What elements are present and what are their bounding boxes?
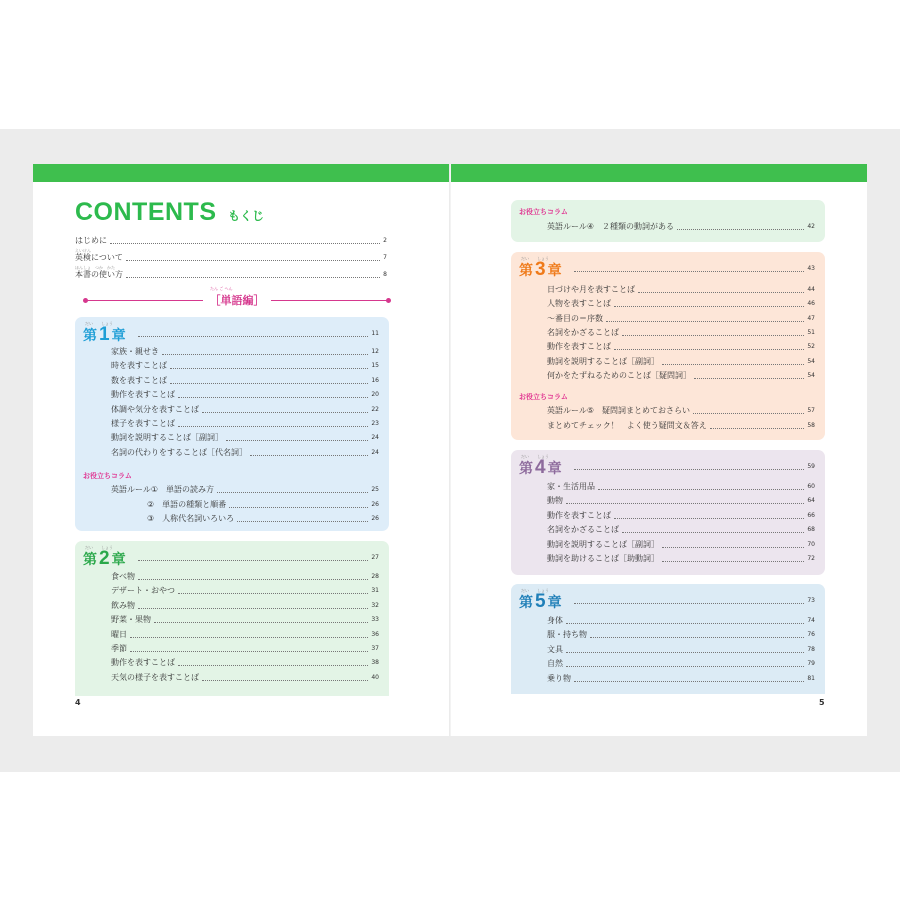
- toc-item[interactable]: [111, 572, 379, 582]
- dot-leader: [178, 397, 368, 398]
- section-ruby: たん ご へん: [210, 286, 233, 291]
- toc-item[interactable]: [547, 371, 815, 381]
- toc-page: 44: [807, 286, 815, 293]
- toc-label: 動作を表すことば: [547, 342, 611, 352]
- dot-leader: [130, 637, 368, 638]
- toc-page: 2: [383, 237, 387, 244]
- toc-item[interactable]: [547, 674, 815, 684]
- chapter-5-heading[interactable]: 第 5 章: [519, 591, 562, 612]
- toc-page: 60: [807, 483, 815, 490]
- page-title: CONTENTS: [75, 198, 217, 226]
- dot-leader: [110, 243, 380, 244]
- toc-item[interactable]: [547, 525, 815, 535]
- dot-leader: [202, 680, 368, 681]
- toc-row-intro[interactable]: [75, 236, 387, 246]
- dot-leader: [566, 652, 804, 653]
- toc-page: 73: [807, 597, 815, 604]
- toc-item[interactable]: [111, 347, 379, 357]
- toc-item[interactable]: [111, 644, 379, 654]
- toc-page: 8: [383, 271, 387, 278]
- ruby-text: ほんしょ つか かた: [75, 265, 115, 270]
- toc-label: 動詞を説明することば［副詞］: [547, 356, 659, 366]
- dot-leader: [126, 277, 380, 278]
- toc-item[interactable]: [111, 433, 379, 443]
- toc-label: 動詞を助けることば［助動詞］: [547, 554, 659, 563]
- page-title-sub: もくじ: [228, 209, 265, 223]
- column-label: お役立ちコラム: [83, 472, 132, 480]
- dot-leader: [170, 383, 368, 384]
- toc-page: 81: [807, 674, 815, 682]
- toc-label: 英検について: [75, 253, 123, 262]
- toc-label: ～番目の＝序数: [547, 313, 603, 323]
- toc-item[interactable]: [111, 658, 379, 668]
- toc-page: 54: [807, 357, 815, 365]
- toc-page: 11: [371, 330, 379, 337]
- section-title: ［単語編］: [203, 292, 271, 308]
- toc-page: 15: [371, 362, 379, 370]
- dot-leader: [226, 440, 368, 441]
- toc-page: 78: [807, 645, 815, 653]
- toc-item[interactable]: [547, 645, 815, 655]
- toc-item[interactable]: [547, 511, 815, 521]
- dot-leader: [574, 271, 804, 272]
- ruby-text: だい しょう: [521, 588, 549, 593]
- dot-leader: [566, 623, 804, 624]
- toc-row-eiken[interactable]: [75, 253, 387, 263]
- toc-page: 37: [371, 645, 379, 652]
- dot-leader: [178, 593, 368, 594]
- toc-label: 名詞の代わりをすることば［代名詞］: [111, 447, 247, 457]
- chapter-1-box: [75, 317, 389, 531]
- toc-page: 46: [807, 300, 815, 308]
- toc-item[interactable]: [547, 285, 815, 295]
- dot-leader: [694, 378, 804, 379]
- toc-page: 68: [807, 526, 815, 534]
- toc-item[interactable]: [547, 540, 815, 550]
- toc-page: 52: [807, 343, 815, 351]
- dot-leader: [662, 547, 804, 548]
- toc-label: 動作を表すことば: [547, 510, 611, 520]
- dot-leader: [566, 666, 804, 667]
- toc-label: 名詞をかざることば: [547, 327, 619, 337]
- dot-leader: [614, 349, 804, 350]
- toc-label: 曜日: [111, 629, 127, 639]
- toc-item[interactable]: [547, 314, 815, 324]
- toc-page: 23: [371, 420, 379, 427]
- toc-item[interactable]: [111, 361, 379, 371]
- section-dot-right: [386, 298, 391, 303]
- section-divider: [85, 287, 389, 309]
- toc-page: 24: [371, 448, 379, 456]
- page-number-right: 5: [819, 698, 825, 707]
- column-box-top: [511, 200, 825, 242]
- toc-label: 家族・親せき: [111, 347, 159, 356]
- dot-leader: [170, 368, 368, 369]
- toc-item[interactable]: [111, 376, 379, 386]
- dot-leader: [662, 561, 804, 562]
- toc-label: 食べ物: [111, 572, 135, 581]
- column-label: お役立ちコラム: [519, 208, 568, 216]
- toc-label: 天気の様子を表すことば: [111, 672, 199, 682]
- toc-label: 文具: [547, 644, 563, 654]
- dot-leader: [162, 354, 368, 355]
- ruby-text: だい しょう: [85, 321, 113, 326]
- dot-leader: [622, 532, 804, 533]
- toc-page: 70: [807, 540, 815, 548]
- toc-page: 40: [371, 673, 379, 681]
- dot-leader: [638, 292, 804, 293]
- toc-page: 43: [807, 265, 815, 272]
- chapter-3-heading[interactable]: 第 3 章: [519, 259, 562, 280]
- toc-item[interactable]: [111, 448, 379, 458]
- toc-label: 自然: [547, 659, 563, 669]
- toc-item[interactable]: [547, 554, 815, 564]
- toc-page: 64: [807, 497, 815, 505]
- toc-item[interactable]: [547, 659, 815, 669]
- toc-label: 時を表すことば: [111, 361, 167, 371]
- toc-page: 66: [807, 511, 815, 519]
- toc-item[interactable]: [547, 482, 815, 492]
- dot-leader: [138, 560, 368, 561]
- toc-item[interactable]: [547, 630, 815, 640]
- toc-item[interactable]: [547, 357, 815, 367]
- toc-page: 24: [371, 434, 379, 442]
- toc-page: 33: [371, 616, 379, 624]
- chapter-2-row[interactable]: [135, 553, 379, 563]
- book-spread: [33, 164, 867, 736]
- toc-label: 服・持ち物: [547, 630, 587, 640]
- toc-label: 家・生活用品: [547, 482, 595, 491]
- toc-label: 野菜・果物: [111, 615, 151, 625]
- toc-item[interactable]: [111, 405, 379, 415]
- toc-page: 38: [371, 659, 379, 667]
- toc-row-howto[interactable]: [75, 270, 387, 280]
- dot-leader: [138, 579, 368, 580]
- column-row[interactable]: 英語ルール⑤ 疑問詞まとめておさらい 57: [547, 406, 815, 415]
- toc-item[interactable]: [547, 496, 815, 506]
- chapter-5-box: [511, 584, 825, 694]
- toc-label: 動詞を説明することば［副詞］: [111, 433, 223, 443]
- column-row[interactable]: ② 単語の種類と順番 26: [147, 500, 379, 509]
- toc-page: 74: [807, 617, 815, 624]
- chapter-3-row[interactable]: [571, 264, 815, 274]
- toc-item[interactable]: [111, 615, 379, 625]
- toc-label: 動作を表すことば: [111, 658, 175, 668]
- toc-item[interactable]: [547, 616, 815, 626]
- chapter-1-row[interactable]: [135, 329, 379, 339]
- chapter-3-box: [511, 252, 825, 440]
- toc-label: 飲み物: [111, 600, 135, 610]
- dot-leader: [178, 665, 368, 666]
- toc-label: 日づけや月を表すことば: [547, 285, 635, 294]
- toc-page: 16: [371, 376, 379, 384]
- toc-page: 59: [807, 463, 815, 470]
- dot-leader: [622, 335, 804, 336]
- toc-item[interactable]: [547, 328, 815, 338]
- ruby-text: だい しょう: [85, 545, 113, 550]
- toc-label: 何かをたずねるためのことば［疑問詞］: [547, 370, 691, 380]
- toc-page: 51: [807, 328, 815, 336]
- column-label: お役立ちコラム: [519, 393, 568, 401]
- toc-label: 動物: [547, 496, 563, 506]
- chapter-4-row[interactable]: [571, 462, 815, 472]
- dot-leader: [574, 603, 804, 604]
- column-row[interactable]: 英語ルール① 単語の読み方 25: [111, 485, 379, 494]
- toc-page: 7: [383, 254, 387, 261]
- dot-leader: [126, 260, 380, 261]
- dot-leader: [202, 412, 368, 413]
- column-row[interactable]: ③ 人称代名詞いろいろ 26: [147, 514, 379, 523]
- dot-leader: [130, 651, 368, 652]
- column-row[interactable]: 英語ルール④ ２種類の動詞がある 42: [547, 222, 815, 231]
- dot-leader: [574, 681, 804, 682]
- dot-leader: [154, 622, 368, 623]
- toc-page: 12: [371, 348, 379, 355]
- dot-leader: [574, 469, 804, 470]
- chapter-1-heading[interactable]: 第 1 章: [83, 324, 126, 345]
- dot-leader: [178, 426, 368, 427]
- toc-page: 76: [807, 631, 815, 639]
- dot-leader: [614, 306, 804, 307]
- toc-page: 32: [371, 601, 379, 609]
- chapter-4-box: [511, 450, 825, 575]
- section-dot-left: [83, 298, 88, 303]
- toc-item[interactable]: [111, 390, 379, 400]
- toc-label: 数を表すことば: [111, 375, 167, 385]
- column-row[interactable]: まとめてチェック！ よく使う疑問文＆答え 58: [547, 421, 815, 430]
- page-number-left: 4: [75, 698, 81, 707]
- toc-page: 36: [371, 630, 379, 638]
- toc-page: 72: [807, 555, 815, 562]
- chapter-5-row[interactable]: [571, 596, 815, 606]
- ruby-text: だい しょう: [521, 256, 549, 261]
- ruby-text: えいけん: [75, 248, 91, 253]
- dot-leader: [138, 336, 368, 337]
- toc-page: 54: [807, 371, 815, 379]
- dot-leader: [566, 503, 804, 504]
- toc-label: 季節: [111, 644, 127, 653]
- toc-label: デザート・おやつ: [111, 586, 175, 596]
- toc-item[interactable]: [547, 342, 815, 352]
- toc-page: 27: [371, 554, 379, 561]
- toc-item[interactable]: [111, 419, 379, 429]
- toc-label: 様子を表すことば: [111, 419, 175, 428]
- dot-leader: [614, 518, 804, 519]
- toc-label: 動詞を説明することば［副詞］: [547, 539, 659, 549]
- toc-item[interactable]: [111, 586, 379, 596]
- dot-leader: [662, 364, 804, 365]
- toc-label: 動作を表すことば: [111, 390, 175, 400]
- dot-leader: [250, 455, 368, 456]
- toc-item[interactable]: [111, 673, 379, 683]
- dot-leader: [590, 637, 804, 638]
- dot-leader: [598, 489, 804, 490]
- toc-label: 乗り物: [547, 673, 571, 683]
- chapter-2-box: [75, 541, 389, 696]
- toc-label: 体調や気分を表すことば: [111, 404, 199, 414]
- toc-label: 身体: [547, 616, 563, 625]
- chapter-4-heading[interactable]: 第 4 章: [519, 457, 562, 478]
- toc-page: 20: [371, 391, 379, 399]
- dot-leader: [138, 608, 368, 609]
- dot-leader: [606, 321, 804, 322]
- toc-item[interactable]: [111, 630, 379, 640]
- toc-page: 22: [371, 405, 379, 413]
- book-gutter: [449, 164, 451, 736]
- toc-page: 31: [371, 587, 379, 595]
- toc-page: 79: [807, 660, 815, 668]
- toc-label: 人物を表すことば: [547, 299, 611, 309]
- chapter-2-heading[interactable]: 第 2 章: [83, 548, 126, 569]
- toc-page: 47: [807, 314, 815, 322]
- ruby-text: だい しょう: [521, 454, 549, 459]
- toc-item[interactable]: [111, 601, 379, 611]
- toc-page: 28: [371, 573, 379, 580]
- toc-item[interactable]: [547, 299, 815, 309]
- toc-label: はじめに: [75, 236, 107, 245]
- toc-label: 本書の使い方: [75, 270, 123, 279]
- toc-label: 名詞をかざることば: [547, 525, 619, 535]
